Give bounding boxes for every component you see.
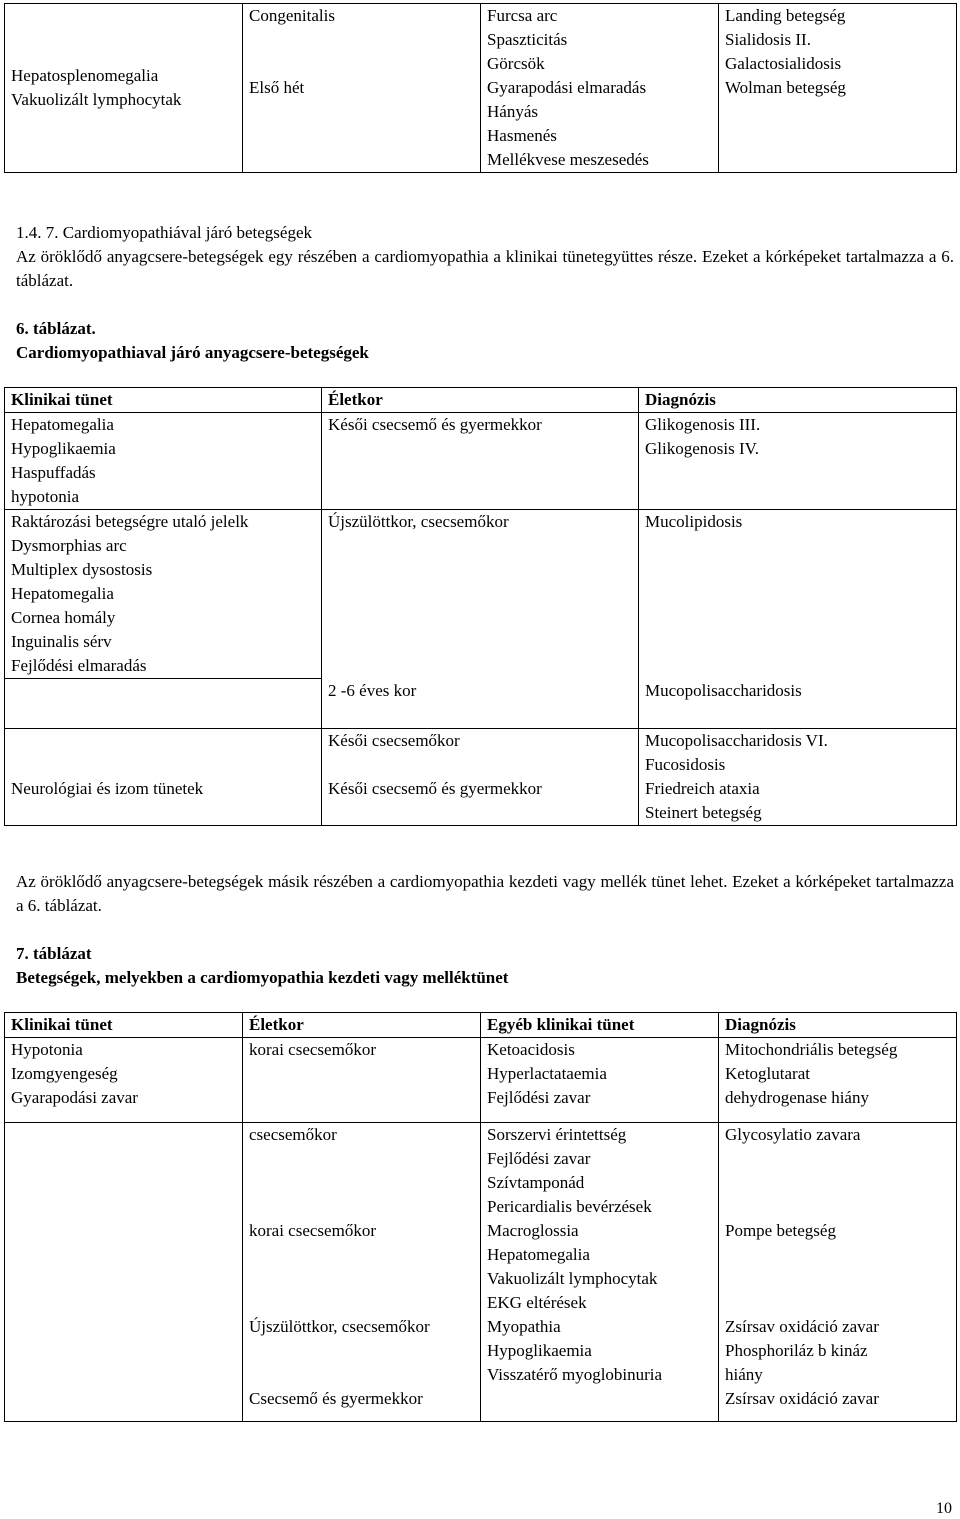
table-header-age: Életkor bbox=[243, 1013, 481, 1038]
table-row bbox=[5, 1123, 957, 1220]
table-cell-other: Gyarapodási elmaradás Hányás Hasmenés Mellékvese meszesedés bbox=[481, 76, 719, 173]
table-cell-age: Congenitalis bbox=[243, 4, 481, 77]
table-header-symptom: Klinikai tünet bbox=[5, 1013, 243, 1038]
table-cell-symptom bbox=[5, 1123, 243, 1422]
table-cell-age: Újszülöttkor, csecsemőkor bbox=[243, 1315, 481, 1387]
table-cell-symptom: Neurológiai és izom tünetek bbox=[5, 777, 322, 826]
table-cell-diagnosis: Mucopolisaccharidosis bbox=[639, 679, 957, 729]
table-header-row bbox=[5, 1013, 957, 1038]
table-row bbox=[5, 413, 957, 510]
table-header-diagnosis: Diagnózis bbox=[719, 1013, 957, 1038]
table-cell-diagnosis: Zsírsav oxidáció zavar bbox=[719, 1387, 957, 1422]
table-6-title: Cardiomyopathiaval járó anyagcsere-betegségek bbox=[16, 343, 369, 362]
table-7-title: Betegségek, melyekben a cardiomyopathia kezdeti vagy melléktünet bbox=[16, 968, 509, 987]
table-6 bbox=[4, 387, 957, 826]
table-cell-age: Késői csecsemő és gyermekkor bbox=[322, 777, 639, 826]
second-paragraph: Az öröklődő anyagcsere-betegségek másik részében a cardiomyopathia kezdeti vagy mellék tünet lehet. Ezeket a kórképeket tartalmazza a 6. táblázat. bbox=[16, 872, 954, 915]
table-cell-age: 2 -6 éves kor bbox=[322, 679, 639, 729]
table-header-diagnosis: Diagnózis bbox=[639, 388, 957, 413]
table-cell-age: korai csecsemőkor bbox=[243, 1038, 481, 1123]
table-cell-diagnosis: Pompe betegség bbox=[719, 1219, 957, 1315]
table-cell-symptom bbox=[5, 728, 322, 777]
table-7-number: 7. táblázat bbox=[16, 944, 92, 963]
table-cell-other: Macroglossia Hepatomegalia Vakuolizált lymphocytak EKG eltérések bbox=[481, 1219, 719, 1315]
table-cell-age: Csecsemő és gyermekkor bbox=[243, 1387, 481, 1422]
table-cell-diagnosis: Friedreich ataxia Steinert betegség bbox=[639, 777, 957, 826]
table-cell-other bbox=[481, 1387, 719, 1422]
table-5-continuation bbox=[4, 3, 957, 173]
table-cell-symptom: Hepatomegalia Hypoglikaemia Haspuffadás hypotonia bbox=[5, 413, 322, 510]
table-cell-age: Újszülöttkor, csecsemőkor bbox=[322, 510, 639, 679]
table-row bbox=[5, 728, 957, 777]
intro-paragraph: Az öröklődő anyagcsere-betegségek egy részében a cardiomyopathia a klinikai tünetegyüttes része. Ezeket a kórképeket tartalmazza a 6. táblázat. bbox=[16, 247, 954, 290]
section-heading: 1.4. 7. Cardiomyopathiával járó betegségek bbox=[16, 223, 312, 242]
table-7 bbox=[4, 1012, 957, 1422]
table-cell-other: Sorszervi érintettség Fejlődési zavar Szívtamponád Pericardialis bevérzések bbox=[481, 1123, 719, 1220]
table-cell-diagnosis: Zsírsav oxidáció zavar Phosphoriláz b kináz hiány bbox=[719, 1315, 957, 1387]
table-cell-diagnosis: Mucopolisaccharidosis VI. Fucosidosis bbox=[639, 728, 957, 777]
table-cell-diagnosis: Glikogenosis III. Glikogenosis IV. bbox=[639, 413, 957, 510]
table-cell-symptom: Hepatosplenomegalia Vakuolizált lymphocytak bbox=[5, 4, 243, 173]
table-cell-diagnosis: Glycosylatio zavara bbox=[719, 1123, 957, 1220]
table-row bbox=[5, 510, 957, 679]
table-header-age: Életkor bbox=[322, 388, 639, 413]
table-row bbox=[5, 777, 957, 826]
table-cell-diagnosis: Wolman betegség bbox=[719, 76, 957, 173]
table-cell-symptom bbox=[5, 679, 322, 729]
table-cell-age: Késői csecsemő és gyermekkor bbox=[322, 413, 639, 510]
page-number: 10 bbox=[936, 1500, 952, 1517]
table-cell-symptom: Hypotonia Izomgyengeség Gyarapodási zavar bbox=[5, 1038, 243, 1123]
table-cell-other: Ketoacidosis Hyperlactataemia Fejlődési zavar bbox=[481, 1038, 719, 1123]
table-header-row bbox=[5, 388, 957, 413]
table-cell-age: Késői csecsemőkor bbox=[322, 728, 639, 777]
table-header-other: Egyéb klinikai tünet bbox=[481, 1013, 719, 1038]
table-cell-diagnosis: Landing betegség Sialidosis II. Galactosialidosis bbox=[719, 4, 957, 77]
table-cell-diagnosis: Mucolipidosis bbox=[639, 510, 957, 679]
table-row bbox=[5, 1038, 957, 1123]
table-cell-diagnosis: Mitochondriális betegség Ketoglutarat dehydrogenase hiány bbox=[719, 1038, 957, 1123]
table-cell-other: Myopathia Hypoglikaemia Visszatérő myoglobinuria bbox=[481, 1315, 719, 1387]
table-row bbox=[5, 4, 957, 77]
table-cell-other: Furcsa arc Spaszticitás Görcsök bbox=[481, 4, 719, 77]
table-cell-age: korai csecsemőkor bbox=[243, 1219, 481, 1315]
table-cell-symptom: Raktározási betegségre utaló jelelk Dysmorphias arc Multiplex dysostosis Hepatomegalia Cornea homály Inguinalis sérv Fejlődési elmaradás bbox=[5, 510, 322, 679]
table-header-symptom: Klinikai tünet bbox=[5, 388, 322, 413]
table-cell-age: Első hét bbox=[243, 76, 481, 173]
table-6-number: 6. táblázat. bbox=[16, 319, 96, 338]
table-cell-age: csecsemőkor bbox=[243, 1123, 481, 1220]
